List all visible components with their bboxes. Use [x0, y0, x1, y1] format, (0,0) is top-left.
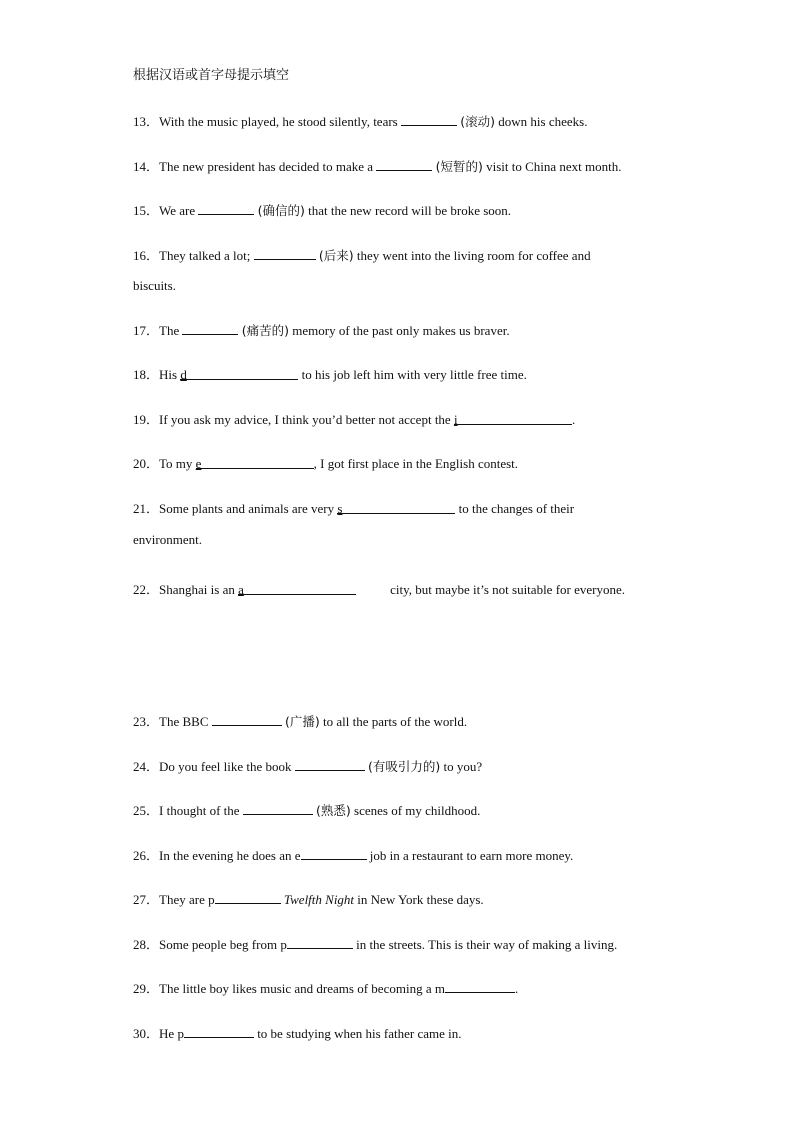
question-13: [133, 113, 587, 130]
question-text: Some plants and animals are very: [159, 501, 338, 516]
chinese-hint: (滚动): [460, 114, 496, 129]
question-text-end: in New York these days.: [354, 892, 484, 907]
question-28: [133, 936, 617, 953]
question-27: [133, 891, 484, 908]
question-text: In the evening he does an: [159, 848, 295, 863]
question-text: The: [159, 323, 183, 338]
question-number: 30．: [133, 1026, 160, 1041]
answer-blank[interactable]: [196, 456, 314, 469]
question-number: 18．: [133, 367, 160, 382]
question-text: Shanghai is an: [159, 582, 239, 597]
question-text-end: they went into the living room for coffee and: [353, 248, 591, 263]
question-text-end: to the changes of their: [455, 501, 575, 516]
question-25: [133, 802, 480, 819]
question-text-end: to his job left him with very little free time.: [298, 367, 527, 382]
question-number: 25．: [133, 803, 160, 818]
question-number: 16．: [133, 248, 160, 263]
question-text: He: [159, 1026, 178, 1041]
question-text: The little boy likes music and dreams of becoming a: [159, 981, 435, 996]
question-text-end: in the streets. This is their way of making a living.: [352, 937, 618, 952]
question-text-end: memory of the past only makes us braver.: [289, 323, 510, 338]
answer-blank[interactable]: [376, 158, 432, 171]
question-text-end: to all the parts of the world.: [319, 714, 468, 729]
question-number: 21．: [133, 501, 160, 516]
initial-letter: p: [280, 937, 287, 952]
initial-letter: p: [208, 892, 215, 907]
question-number: 17．: [133, 323, 160, 338]
question-text-end: to be studying when his father came in.: [253, 1026, 462, 1041]
question-number: 26．: [133, 848, 160, 863]
question-26: [133, 847, 573, 864]
question-text-end: , I got first place in the English contest.: [313, 456, 519, 471]
question-text: We are: [159, 203, 199, 218]
answer-blank[interactable]: [445, 980, 515, 993]
answer-blank[interactable]: [454, 412, 572, 425]
question-number: 23．: [133, 714, 160, 729]
question-19: [133, 412, 575, 428]
play-title: Twelfth Night: [283, 892, 355, 907]
question-30: [133, 1025, 462, 1042]
question-number: 22．: [133, 582, 160, 597]
question-text-end: .: [514, 981, 519, 996]
answer-blank[interactable]: [238, 582, 356, 595]
initial-letter: p: [177, 1026, 184, 1041]
question-15: [133, 202, 511, 219]
question-21: [133, 501, 574, 517]
question-16: [133, 247, 591, 264]
question-20: [133, 456, 518, 472]
question-22: [133, 582, 625, 598]
initial-letter: e: [294, 848, 301, 863]
question-text: To my: [159, 456, 196, 471]
answer-blank[interactable]: [182, 322, 238, 335]
chinese-hint: (熟悉): [316, 803, 351, 818]
initial-letter: m: [434, 981, 445, 996]
initial-letter: i: [453, 412, 458, 427]
question-text: If you ask my advice, I think you’d better not accept the: [159, 412, 454, 427]
chinese-hint: (广播): [285, 714, 320, 729]
question-text-end: down his cheeks.: [495, 114, 588, 129]
question-text: The BBC: [159, 714, 212, 729]
question-number: 15．: [133, 203, 160, 218]
question-text: With the music played, he stood silently, tears: [159, 114, 401, 129]
answer-blank[interactable]: [184, 1025, 254, 1038]
question-number: 29．: [133, 981, 160, 996]
question-text: Some people beg from: [159, 937, 281, 952]
question-29: [133, 980, 518, 997]
question-text: I thought of the: [159, 803, 243, 818]
question-21-continuation: environment.: [133, 532, 202, 547]
question-text-end: job in a restaurant to earn more money.: [366, 848, 574, 863]
question-number: 13．: [133, 114, 160, 129]
initial-letter: d: [180, 367, 187, 382]
exercise-heading: 根据汉语或首字母提示填空: [133, 68, 290, 83]
chinese-hint: (短暂的): [435, 159, 483, 174]
question-16-continuation: biscuits.: [133, 278, 176, 293]
initial-letter: a: [238, 582, 244, 597]
question-text-end: city, but maybe it’s not suitable for everyone.: [390, 582, 625, 597]
answer-blank[interactable]: [180, 367, 298, 380]
question-number: 27．: [133, 892, 160, 907]
question-text-end: visit to China next month.: [482, 159, 622, 174]
question-text: They are: [159, 892, 209, 907]
question-text-end: that the new record will be broke soon.: [304, 203, 512, 218]
chinese-hint: (后来): [318, 248, 354, 263]
initial-letter: e: [195, 456, 202, 471]
question-text-end: scenes of my childhood.: [350, 803, 481, 818]
question-23: [133, 713, 467, 730]
question-14: [133, 158, 622, 175]
answer-blank[interactable]: [337, 501, 455, 514]
answer-blank[interactable]: [301, 847, 367, 860]
answer-blank[interactable]: [295, 758, 365, 771]
question-24: [133, 758, 482, 775]
initial-letter: s: [337, 501, 343, 516]
question-number: 28．: [133, 937, 160, 952]
question-18: [133, 367, 527, 383]
question-number: 24．: [133, 759, 160, 774]
question-text: They talked a lot;: [159, 248, 254, 263]
answer-blank[interactable]: [243, 802, 313, 815]
answer-blank[interactable]: [198, 202, 254, 215]
question-number: 20．: [133, 456, 160, 471]
question-number: 14．: [133, 159, 160, 174]
question-17: [133, 322, 510, 339]
chinese-hint: (有吸引力的): [368, 759, 441, 774]
question-number: 19．: [133, 412, 160, 427]
answer-blank[interactable]: [215, 891, 281, 904]
question-text: Do you feel like the book: [159, 759, 295, 774]
chinese-hint: (确信的): [257, 203, 305, 218]
question-text: His: [159, 367, 181, 382]
answer-blank[interactable]: [254, 247, 316, 260]
question-text-end: .: [571, 412, 576, 427]
question-text-end: to you?: [440, 759, 483, 774]
question-text: The new president has decided to make a: [159, 159, 377, 174]
answer-blank[interactable]: [287, 936, 353, 949]
chinese-hint: (痛苦的): [241, 323, 289, 338]
answer-blank[interactable]: [212, 713, 282, 726]
answer-blank[interactable]: [401, 113, 457, 126]
